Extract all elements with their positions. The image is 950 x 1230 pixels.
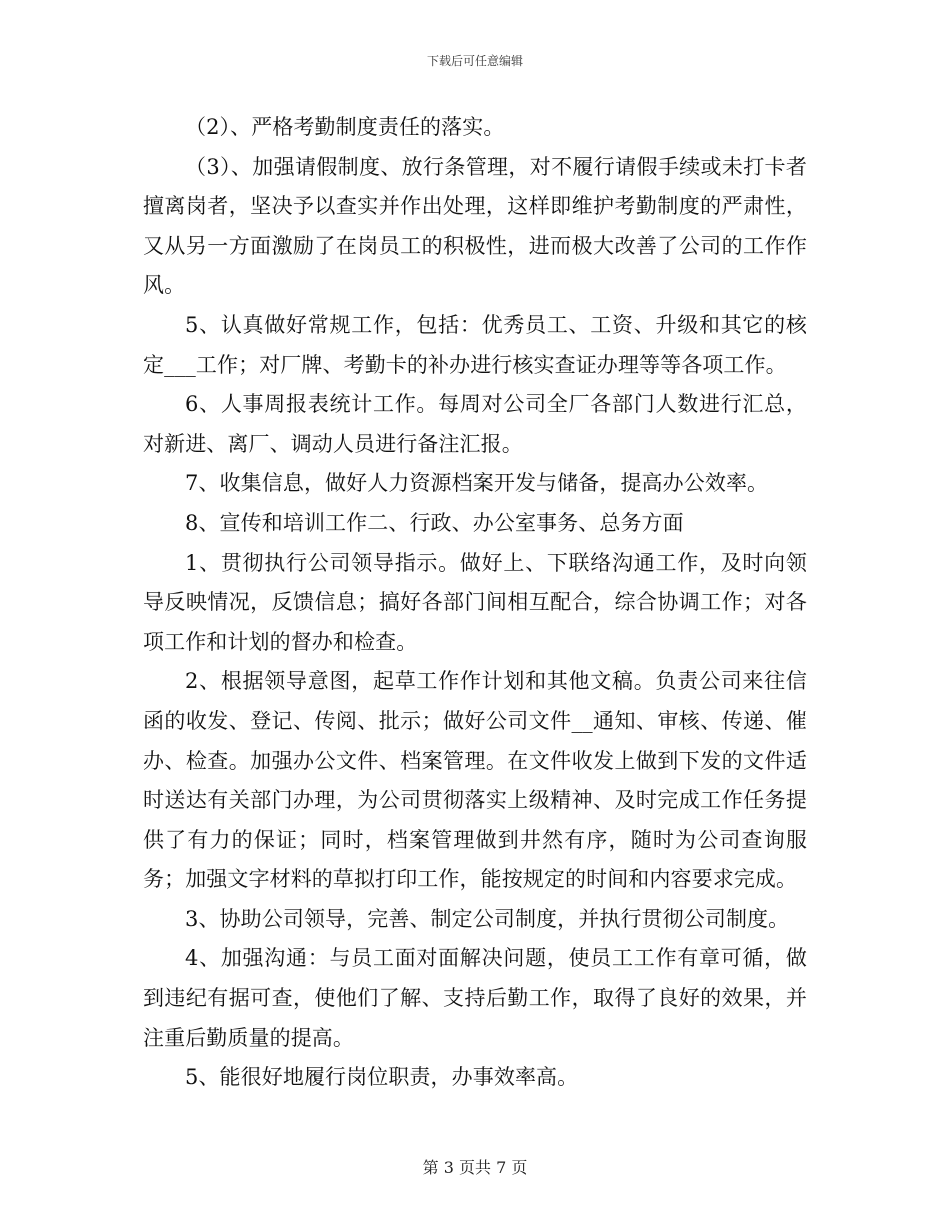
- paragraph-weekly-report: 6、人事周报表统计工作。每周对公司全厂各部门人数进行汇总，对新进、离厂、调动人员进行备注汇报。: [143, 392, 807, 456]
- document-body: [143, 108, 807, 1098]
- paragraph-3-leave: （3）、加强请假制度、放行条管理，对不履行请假手续或未打卡者擅离岗者，坚决予以查实并作出处理，这样即维护考勤制度的严肃性，又从另一方面激励了在岗员工的积极性，进而极大改善了公司的工作作风。: [143, 154, 807, 298]
- paragraph-leader-instructions: 1、贯彻执行公司领导指示。做好上、下联络沟通工作，及时向领导反映情况，反馈信息；搞好各部门间相互配合，综合协调工作；对各项工作和计划的督办和检查。: [143, 550, 807, 654]
- paragraph-2-attendance: （2）、严格考勤制度责任的落实。: [185, 115, 505, 139]
- paragraph-collect-info: 7、收集信息，做好人力资源档案开发与储备，提高办公效率。: [185, 471, 769, 496]
- paragraph-communication: 4、加强沟通：与员工面对面解决问题，使员工工作有章可循，做到违纪有据可查，使他们了解、支持后勤工作，取得了良好的效果，并注重后勤质量的提高。: [143, 946, 807, 1050]
- paragraph-company-policy: 3、协助公司领导，完善、制定公司制度，并执行贯彻公司制度。: [185, 906, 790, 931]
- paragraph-drafting: 2、根据领导意图，起草工作作计划和其他文稿。负责公司来往信函的收发、登记、传阅、批示；做好公司文件__通知、审核、传递、催办、检查。加强办公文件、档案管理。在文件收发上做到下发的文件适时送达有关部门办理，为公司贯彻落实上级精神、及时完成工作任务提供了有力的保证；同时，档案管理做到井然有序，随时为公司查询服务；加强文字材料的草拟打印工作，能按规定的时间和内容要求完成。: [143, 669, 807, 892]
- paragraph-efficiency: 5、能很好地履行岗位职责，办事效率高。: [185, 1065, 579, 1090]
- paragraph-routine-work: 5、认真做好常规工作，包括：优秀员工、工资、升级和其它的核定___工作；对厂牌、考勤卡的补办进行核实查证办理等等各项工作。: [143, 312, 807, 377]
- page-footer: 第 3 页共 7 页: [422, 1158, 528, 1177]
- page-header: 下载后可任意编辑: [426, 54, 523, 68]
- paragraph-training: 8、宣传和培训工作二、行政、办公室事务、总务方面: [185, 510, 684, 535]
